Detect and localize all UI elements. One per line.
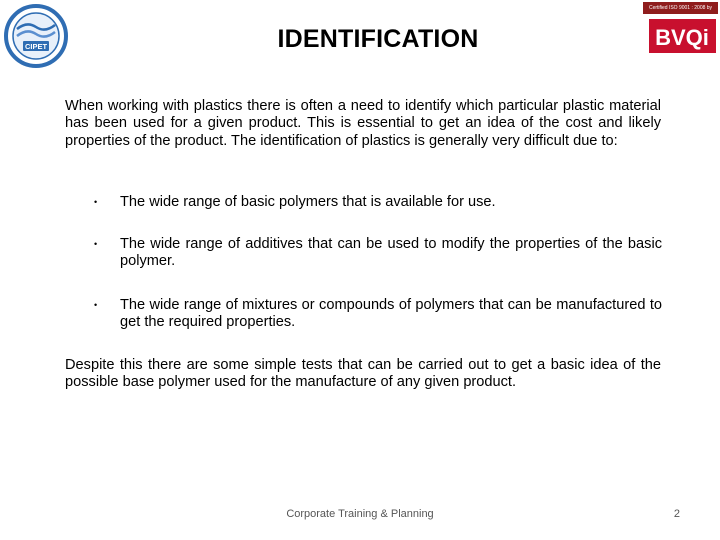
- bvqi-brand-text: BVQi: [655, 25, 709, 50]
- cipet-logo-text: CIPET: [24, 42, 48, 51]
- list-item: [94, 297, 662, 332]
- bullet-icon: •: [94, 239, 98, 249]
- footer-text: Corporate Training & Planning: [286, 508, 434, 520]
- bullet-icon: •: [94, 197, 98, 207]
- list-item-text: The wide range of mixtures or compounds of polymers that can be manufactured to get the required properties.: [120, 297, 662, 331]
- bullet-icon: •: [94, 300, 98, 310]
- list-item-text: The wide range of additives that can be used to modify the properties of the basic polymer.: [120, 236, 662, 270]
- list-item: [94, 236, 662, 271]
- list-item: [94, 194, 662, 211]
- certification-caption: Certified ISO 9001 : 2008 by: [643, 2, 718, 14]
- list-item-text: The wide range of basic polymers that is available for use.: [120, 194, 496, 210]
- intro-paragraph: When working with plastics there is often a need to identify which particular plastic material has been used for a given product. This is essential to get an idea of the cost and likely properties of the product. The identification of plastics is generally very difficult due to:: [65, 98, 661, 149]
- page-title: IDENTIFICATION: [277, 25, 479, 53]
- page-number: 2: [673, 508, 680, 520]
- closing-paragraph: Despite this there are some simple tests that can be carried out to get a basic idea of the possible base polymer used for the manufacture of any given product.: [65, 357, 661, 391]
